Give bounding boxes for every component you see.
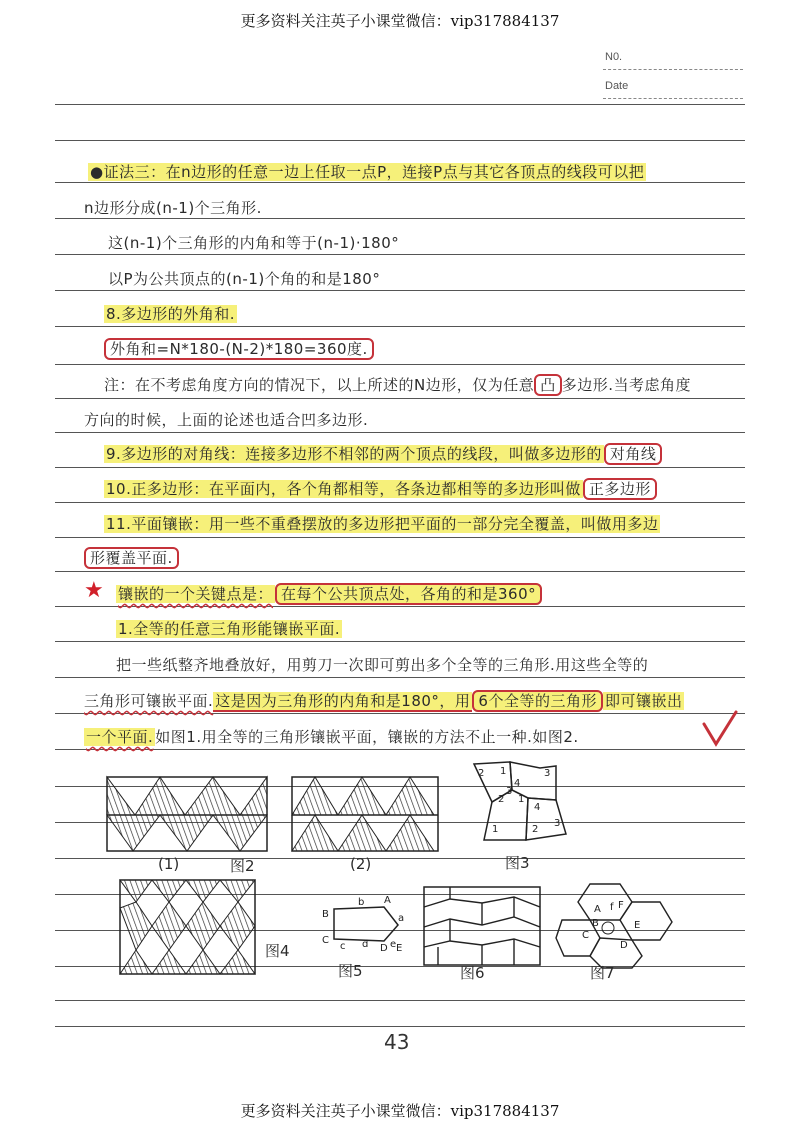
ruled-line xyxy=(55,502,745,503)
fig2-label: 图2 xyxy=(230,857,255,875)
note-line-b: 方向的时候，上面的论述也适合凹多边形. xyxy=(84,411,369,429)
note-line-a-tail: 当考虑角度 xyxy=(613,376,692,394)
figure-5-pentagon xyxy=(318,895,408,955)
section8-formula-text: 外角和=N*180-(N-2)*180=360度. xyxy=(104,338,374,360)
note-line-a xyxy=(104,374,691,395)
fig7-letter: B xyxy=(592,918,599,929)
figure-3-quadrilaterals xyxy=(470,760,580,845)
check-mark-icon xyxy=(700,710,740,750)
section8-formula xyxy=(104,338,374,359)
figure-2-triangles xyxy=(290,775,440,855)
bottom-banner: 更多资料关注英子小课堂微信：vip317884137 xyxy=(240,1102,560,1120)
key-point xyxy=(116,583,542,604)
section10-box: 正多边形 xyxy=(583,478,657,500)
fig5-letter: C xyxy=(322,935,329,946)
fig6-label: 图6 xyxy=(460,964,485,982)
top-banner: 更多资料关注英子小课堂微信：vip317884137 xyxy=(240,12,560,30)
star-icon: ★ xyxy=(84,578,105,603)
proof3-line-a-text: ●证法三：在n边形的任意一边上任取一点P，连接P点与其它各顶点的线段可以把 xyxy=(90,163,645,181)
section9 xyxy=(104,443,662,464)
ruled-line xyxy=(55,749,745,750)
proof3-line-a xyxy=(88,161,646,182)
section10 xyxy=(104,478,657,499)
paragraph-line-c-2: 如图1.用全等的三角形镶嵌平面，镶嵌的方法不止一种.如图2. xyxy=(155,728,579,746)
ruled-line xyxy=(55,571,745,572)
fig7-letter: F xyxy=(618,900,624,911)
ruled-line xyxy=(55,182,745,183)
note-line-a-text: 注：在不考虑角度方向的情况下，以上所述的N边形，仅为任意 xyxy=(104,376,535,394)
paragraph-line-c xyxy=(84,726,579,747)
ruled-line xyxy=(55,398,745,399)
ruled-line xyxy=(55,467,745,468)
section11-b xyxy=(84,547,179,568)
ruled-line xyxy=(55,364,745,365)
ruled-line xyxy=(55,254,745,255)
fig7-label: 图7 xyxy=(590,964,615,982)
ruled-line xyxy=(55,218,745,219)
proof3-line-d: 以P为公共顶点的(n-1)个角的和是180° xyxy=(108,270,381,288)
fig7-letter: D xyxy=(620,940,628,951)
fig5-letter: a xyxy=(398,913,405,924)
ruled-line xyxy=(55,606,745,607)
ruled-line xyxy=(55,537,745,538)
section9-text: 9.多边形的对角线：连接多边形不相邻的两个顶点的线段，叫做多边形的 xyxy=(106,445,602,463)
note-line-a-box: 凸 xyxy=(534,374,562,396)
fig3-num: 1 xyxy=(518,794,525,805)
fig1-label: (1) xyxy=(158,855,180,873)
fig5-letter: E xyxy=(396,943,403,954)
fig5-letter: A xyxy=(384,895,391,906)
fig5-letter: D xyxy=(380,943,388,954)
fig7-letter: A xyxy=(594,904,601,915)
ruled-line xyxy=(55,1000,745,1001)
key-point-box: 在每个公共顶点处，各角的和是360° xyxy=(275,583,542,605)
fig3-num: 2 xyxy=(478,768,485,779)
paragraph-line-b xyxy=(84,690,684,711)
fig4-label: 图4 xyxy=(265,942,290,960)
ruled-line xyxy=(55,641,745,642)
fig3-num: 3 xyxy=(506,786,513,797)
fig7-letter: E xyxy=(634,920,641,931)
section8-title xyxy=(104,303,237,324)
fig5-letter: d xyxy=(362,939,369,950)
no-dotline xyxy=(603,69,743,70)
fig5-letter: e xyxy=(390,939,397,950)
paragraph-line-b-4: 即可镶嵌出 xyxy=(604,692,683,710)
key-point-title: 镶嵌的一个关键点是： xyxy=(118,585,274,603)
fig3-num: 4 xyxy=(534,802,541,813)
section11-a xyxy=(104,513,660,534)
date-label: Date xyxy=(605,80,629,92)
figure-6-pentagons xyxy=(422,885,542,967)
fig3-num: 1 xyxy=(500,766,507,777)
ruled-line xyxy=(55,1026,745,1027)
fig3-label: 图3 xyxy=(505,854,530,872)
ruled-line xyxy=(55,432,745,433)
fig3-num: 2 xyxy=(498,794,505,805)
fig3-num: 2 xyxy=(532,824,539,835)
fig3-num: 1 xyxy=(492,824,499,835)
subsection-1-text: 1.全等的任意三角形能镶嵌平面. xyxy=(118,620,341,638)
ruled-line xyxy=(55,713,745,714)
fig5-letter: b xyxy=(358,897,365,908)
fig3-num: 4 xyxy=(514,778,521,789)
subsection-1 xyxy=(116,618,342,639)
fig7-letter: f xyxy=(610,902,614,913)
figure-1-triangles xyxy=(105,775,270,855)
proof3-line-b: n边形分成(n-1)个三角形. xyxy=(84,199,262,217)
paragraph-line-b-3: 6个全等的三角形 xyxy=(472,690,603,712)
fig5-letter: c xyxy=(340,941,346,952)
figure-7-hexagons xyxy=(560,882,678,970)
fig7-letter: C xyxy=(582,930,589,941)
section11-a-text: 11.平面镶嵌：用一些不重叠摆放的多边形把平面的一部分完全覆盖，叫做用多边 xyxy=(106,515,659,533)
page-number: 43 xyxy=(384,1030,410,1054)
no-label: N0. xyxy=(605,51,623,63)
section9-box: 对角线 xyxy=(604,443,663,465)
fig2b-label: (2) xyxy=(350,855,372,873)
ruled-line xyxy=(55,140,745,141)
section10-text: 10.正多边形：在平面内，各个角都相等，各条边都相等的多边形叫做 xyxy=(106,480,581,498)
fig3-num: 3 xyxy=(544,768,551,779)
date-dotline xyxy=(603,98,743,99)
fig3-num: 3 xyxy=(554,818,561,829)
section11-b-text: 形覆盖平面. xyxy=(84,547,179,569)
fig5-label: 图5 xyxy=(338,962,363,980)
fig5-letter: B xyxy=(322,909,329,920)
paragraph-line-a: 把一些纸整齐地叠放好，用剪刀一次即可剪出多个全等的三角形.用这些全等的 xyxy=(116,656,649,674)
ruled-line xyxy=(55,326,745,327)
paragraph-line-b-1: 三角形可镶嵌平面. xyxy=(84,692,214,710)
ruled-line xyxy=(55,290,745,291)
section8-title-text: 8.多边形的外角和. xyxy=(106,305,236,323)
paragraph-line-c-1: 一个平面. xyxy=(86,728,154,746)
ruled-line xyxy=(55,677,745,678)
ruled-line xyxy=(55,104,745,105)
note-line-a-poly: 多边形. xyxy=(561,376,614,394)
proof3-line-c: 这(n-1)个三角形的内角和等于(n-1)·180° xyxy=(108,234,400,252)
figure-4-lattice xyxy=(118,878,258,978)
paragraph-line-b-2: 这是因为三角形的内角和是180°，用 xyxy=(215,692,471,710)
